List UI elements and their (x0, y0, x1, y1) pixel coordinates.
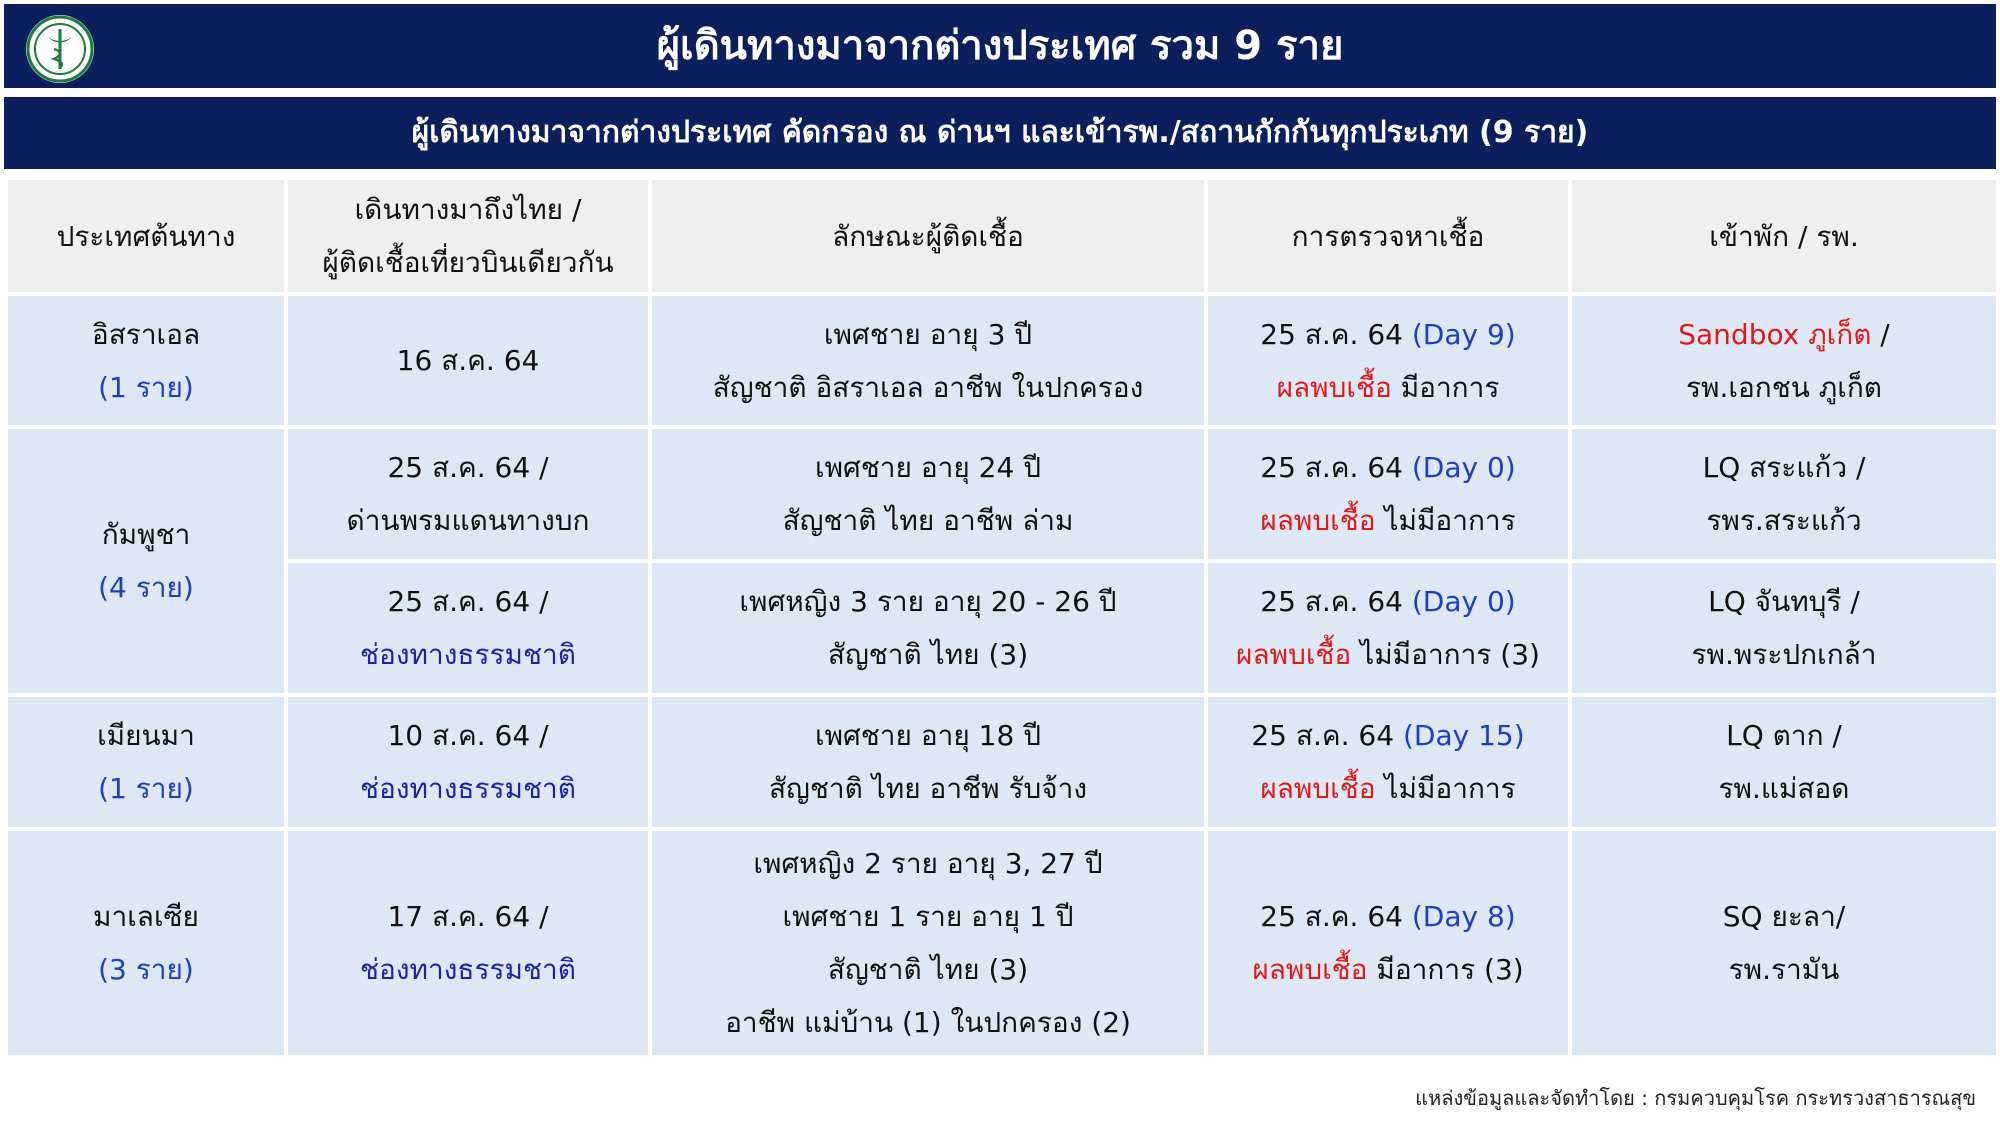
test-result: ผลพบเชื้อ (1252, 953, 1368, 986)
test-cell (1206, 829, 1570, 1057)
test-result: ผลพบเชื้อ (1236, 638, 1352, 671)
stay-cell (1570, 294, 1998, 427)
table-header-row (6, 178, 1998, 294)
description-cell (650, 695, 1206, 829)
table-row (6, 695, 1998, 829)
stay-highlight: Sandbox ภูเก็ต (1678, 317, 1872, 351)
test-status: มีอาการ (3) (1376, 953, 1524, 986)
col-header-country: ประเทศต้นทาง (6, 178, 286, 294)
col-header-test: การตรวจหาเชื้อ (1206, 178, 1570, 294)
test-day: (Day 9) (1411, 317, 1516, 351)
description-cell (650, 829, 1206, 1057)
page-title: ผู้เดินทางมาจากต่างประเทศ รวม 9 ราย (656, 23, 1344, 69)
test-day: (Day 0) (1411, 451, 1516, 484)
test-day: (Day 0) (1411, 585, 1516, 618)
arrival-cell (286, 294, 650, 427)
cases-table (4, 176, 2000, 1059)
description-cell (650, 294, 1206, 427)
stay-separator: / (1871, 317, 1890, 351)
test-status: ไม่มีอาการ (1384, 504, 1516, 537)
description-line: เพศหญิง 2 ราย อายุ 3, 27 ปี (753, 847, 1103, 880)
arrival-date: 25 ส.ค. 64 / (387, 451, 549, 484)
description-line: เพศชาย อายุ 18 ปี (815, 719, 1041, 752)
stay-hospital: รพ.แม่สอด (1718, 772, 1850, 805)
test-result: ผลพบเชื้อ (1260, 504, 1376, 537)
arrival-date: 17 ส.ค. 64 / (387, 900, 549, 933)
col-header-description: ลักษณะผู้ติดเชื้อ (650, 178, 1206, 294)
arrival-cell (286, 829, 650, 1057)
country-cell (6, 829, 286, 1057)
table-row (6, 427, 1998, 561)
stay-hospital: รพ.เอกชน ภูเก็ต (1686, 370, 1882, 404)
arrival-cell (286, 427, 650, 561)
test-result: ผลพบเชื้อ (1276, 370, 1392, 404)
test-cell (1206, 561, 1570, 695)
description-line: สัญชาติ ไทย อาชีพ รับจ้าง (768, 772, 1088, 805)
country-name: กัมพูชา (101, 518, 191, 551)
table-row (6, 829, 1998, 1057)
arrival-cell (286, 561, 650, 695)
country-name: มาเลเซีย (93, 900, 199, 933)
country-cell (6, 427, 286, 695)
country-cell (6, 294, 286, 427)
col-header-arrival-line1: เดินทางมาถึงไทย / (354, 193, 582, 226)
country-cell (6, 695, 286, 829)
arrival-via: ช่องทางธรรมชาติ (360, 638, 576, 671)
stay-cell (1570, 561, 1998, 695)
stay-quarantine: LQ จันทบุรี / (1708, 585, 1860, 618)
source-credit: แหล่งข้อมูลและจัดทำโดย : กรมควบคุมโรค กระทรวงสาธารณสุข (1415, 1086, 1976, 1110)
country-count: (4 ราย) (98, 571, 194, 604)
stay-cell (1570, 695, 1998, 829)
test-result: ผลพบเชื้อ (1260, 772, 1376, 805)
test-date: 25 ส.ค. 64 (1260, 451, 1403, 484)
arrival-date: 25 ส.ค. 64 / (387, 585, 549, 618)
description-line: เพศหญิง 3 ราย อายุ 20 - 26 ปี (739, 585, 1117, 618)
test-day: (Day 15) (1402, 719, 1525, 752)
description-line: สัญชาติ ไทย (3) (827, 953, 1029, 986)
description-cell (650, 427, 1206, 561)
stay-hospital: รพ.พระปกเกล้า (1691, 638, 1877, 671)
country-count: (1 ราย) (98, 370, 194, 404)
arrival-cell (286, 695, 650, 829)
country-count: (3 ราย) (98, 953, 194, 986)
title-bar (4, 4, 1996, 88)
stay-quarantine: SQ ยะลา/ (1722, 900, 1846, 933)
test-date: 25 ส.ค. 64 (1260, 317, 1403, 351)
description-cell (650, 561, 1206, 695)
stay-hospital: รพร.สระแก้ว (1706, 504, 1862, 537)
test-date: 25 ส.ค. 64 (1251, 719, 1395, 752)
test-date: 25 ส.ค. 64 (1260, 585, 1403, 618)
table-row (6, 561, 1998, 695)
description-line: อาชีพ แม่บ้าน (1) ในปกครอง (2) (725, 1006, 1131, 1039)
test-date: 25 ส.ค. 64 (1260, 900, 1403, 933)
description-line: เพศชาย 1 ราย อายุ 1 ปี (782, 900, 1074, 933)
stay-cell (1570, 427, 1998, 561)
subtitle-bar: ผู้เดินทางมาจากต่างประเทศ คัดกรอง ณ ด่านฯ และเข้ารพ./สถานกักกันทุกประเภท (9 ราย) (4, 97, 1996, 169)
test-day: (Day 8) (1411, 900, 1516, 933)
arrival-via: ด่านพรมแดนทางบก (346, 504, 590, 537)
stay-quarantine: LQ สระแก้ว / (1702, 451, 1866, 484)
description-line: สัญชาติ ไทย อาชีพ ล่าม (782, 504, 1074, 537)
arrival-via: ช่องทางธรรมชาติ (360, 953, 576, 986)
stay-cell (1570, 829, 1998, 1057)
stay-quarantine: LQ ตาก / (1726, 719, 1842, 752)
test-cell (1206, 427, 1570, 561)
description-line: สัญชาติ ไทย (3) (827, 638, 1029, 671)
arrival-date: 10 ส.ค. 64 / (387, 719, 549, 752)
arrival-date: 16 ส.ค. 64 (396, 344, 540, 377)
arrival-via: ช่องทางธรรมชาติ (360, 772, 576, 805)
country-count: (1 ราย) (98, 772, 194, 805)
col-header-stay: เข้าพัก / รพ. (1570, 178, 1998, 294)
stay-hospital: รพ.รามัน (1728, 953, 1840, 986)
ministry-logo (26, 15, 94, 83)
country-name: เมียนมา (97, 719, 195, 752)
col-header-arrival (286, 178, 650, 294)
test-status: ไม่มีอาการ (1384, 772, 1516, 805)
col-header-arrival-line2: ผู้ติดเชื้อเที่ยวบินเดียวกัน (322, 246, 614, 279)
test-status: ไม่มีอาการ (3) (1360, 638, 1540, 671)
description-line: เพศชาย อายุ 24 ปี (815, 451, 1041, 484)
test-status: มีอาการ (1400, 370, 1500, 404)
country-name: อิสราเอล (91, 317, 201, 351)
description-line: เพศชาย อายุ 3 ปี (823, 317, 1033, 351)
test-cell (1206, 695, 1570, 829)
description-line: สัญชาติ อิสราเอล อาชีพ ในปกครอง (712, 370, 1144, 404)
test-cell (1206, 294, 1570, 427)
table-row (6, 294, 1998, 427)
